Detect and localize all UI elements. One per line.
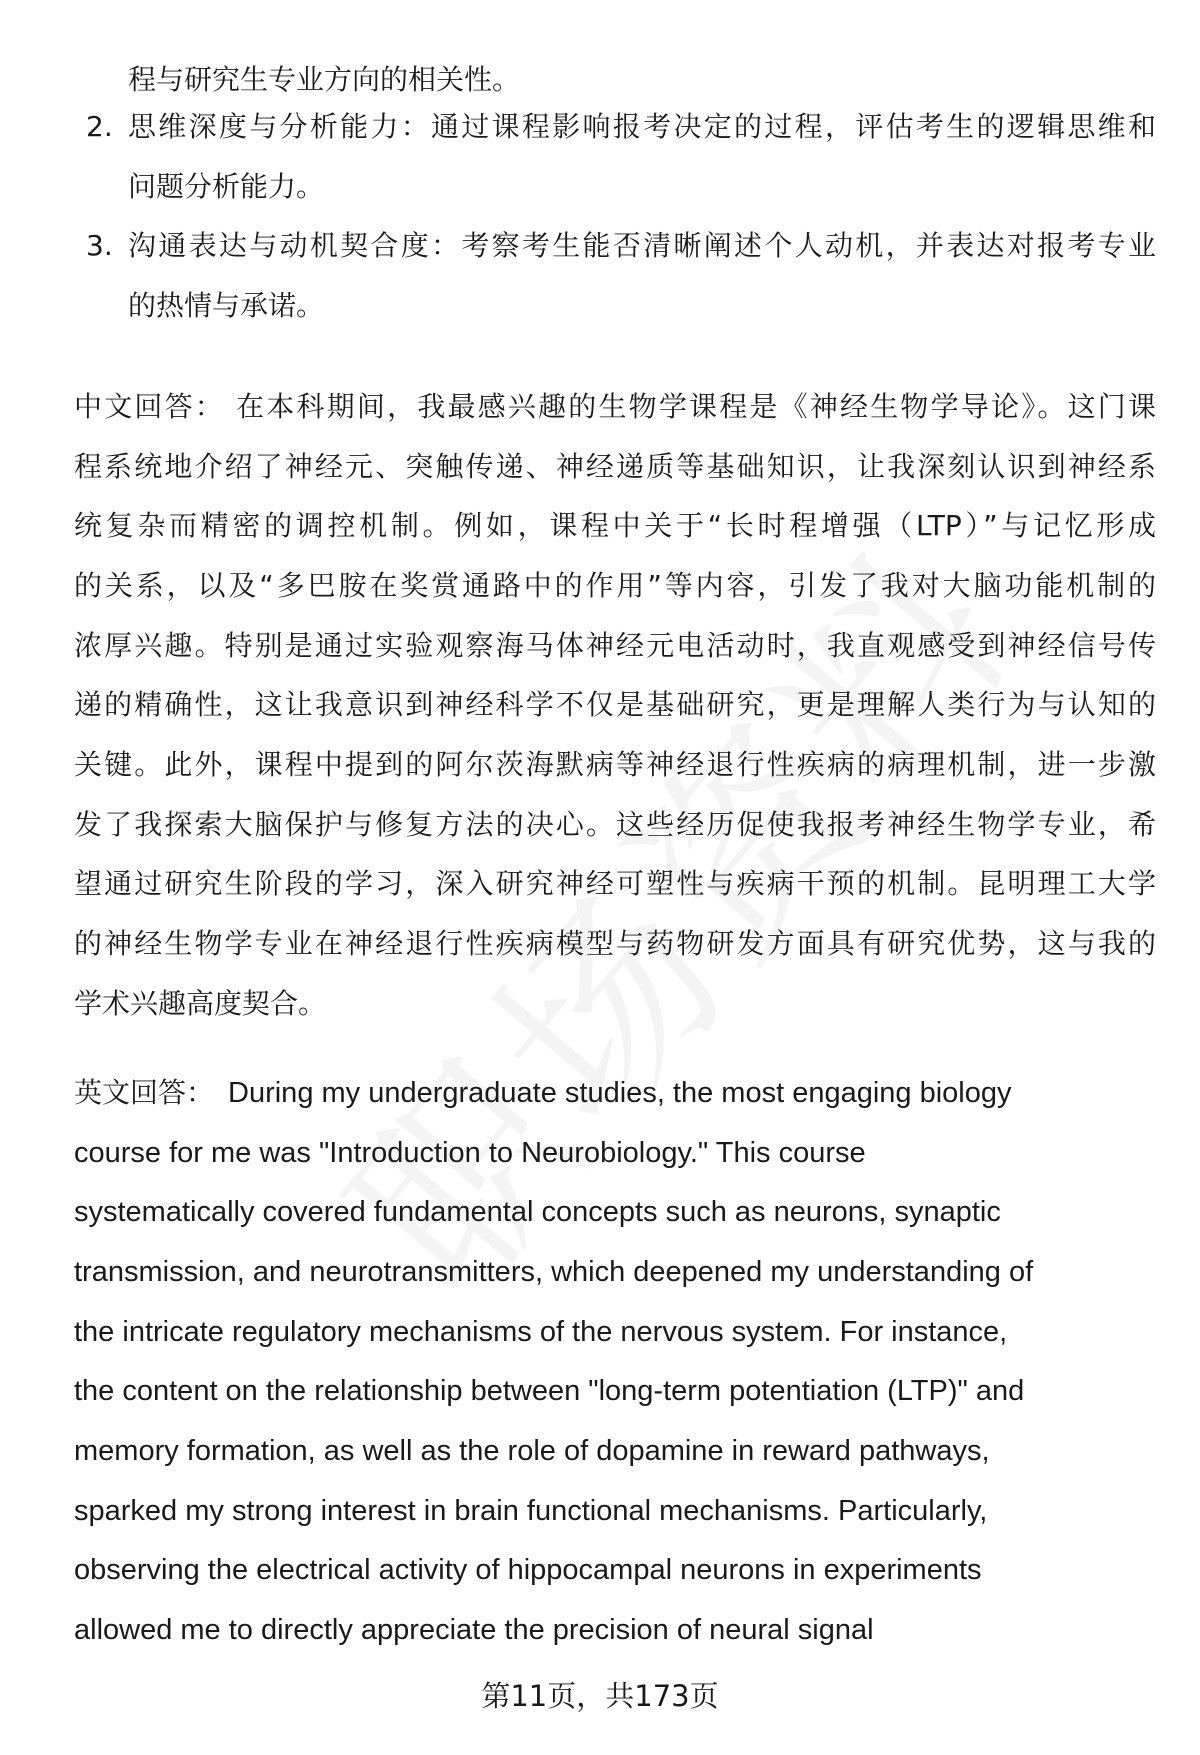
paragraph-line: the content on the relationship between "long-term potentiation (LTP)" and bbox=[74, 1375, 1025, 1407]
paragraph-line: 的关系，以及“多巴胺在奖赏通路中的作用”等内容，引发了我对大脑功能机制的 bbox=[74, 569, 1156, 602]
paragraph-line: course for me was "Introduction to Neurobiology." This course bbox=[74, 1137, 866, 1169]
paragraph-line: During my undergraduate studies, the most engaging biology bbox=[228, 1077, 1012, 1109]
paragraph-line: 程系统地介绍了神经元、突触传递、神经递质等基础知识，让我深刻认识到神经系 bbox=[74, 450, 1156, 483]
paragraph-line: 中文回答： 在本科期间，我最感兴趣的生物学课程是《神经生物学导论》。这门课 bbox=[74, 390, 1156, 423]
paragraph-line: sparked my strong interest in brain functional mechanisms. Particularly, bbox=[74, 1495, 988, 1527]
paragraph-line: 统复杂而精密的调控机制。例如，课程中关于“长时程增强（LTP）”与记忆形成 bbox=[74, 509, 1156, 542]
paragraph-line: memory formation, as well as the role of dopamine in reward pathways, bbox=[74, 1435, 990, 1467]
paragraph-line: the intricate regulatory mechanisms of the nervous system. For instance, bbox=[74, 1316, 1008, 1348]
list-item-line: 问题分析能力。 bbox=[128, 170, 325, 203]
paragraph-line: 递的精确性，这让我意识到神经科学不仅是基础研究，更是理解人类行为与认知的 bbox=[74, 688, 1156, 721]
paragraph-line: allowed me to directly appreciate the precision of neural signal bbox=[74, 1614, 874, 1646]
list-item-line: 思维深度与分析能力：通过课程影响报考决定的过程，评估考生的逻辑思维和 bbox=[128, 110, 1156, 143]
paragraph-line: 浓厚兴趣。特别是通过实验观察海马体神经元电活动时，我直观感受到神经信号传 bbox=[74, 629, 1156, 662]
list-item-line: 的热情与承诺。 bbox=[128, 289, 325, 322]
paragraph-line: transmission, and neurotransmitters, which deepened my understanding of bbox=[74, 1256, 1034, 1288]
paragraph-line: systematically covered fundamental concepts such as neurons, synaptic bbox=[74, 1196, 1001, 1228]
paragraph-line: 望通过研究生阶段的学习，深入研究神经可塑性与疾病干预的机制。昆明理工大学 bbox=[74, 867, 1156, 900]
page-number: 第11页，共173页 bbox=[481, 1679, 719, 1713]
paragraph-line: 关键。此外，课程中提到的阿尔茨海默病等神经退行性疾病的病理机制，进一步激 bbox=[74, 748, 1156, 781]
list-number: 2. bbox=[86, 110, 113, 143]
english-answer-label: 英文回答： bbox=[74, 1076, 215, 1109]
paragraph-line: 学术兴趣高度契合。 bbox=[74, 987, 327, 1020]
list-item-line: 沟通表达与动机契合度：考察考生能否清晰阐述个人动机，并表达对报考专业 bbox=[128, 229, 1156, 262]
paragraph-line: 发了我探索大脑保护与修复方法的决心。这些经历促使我报考神经生物学专业，希 bbox=[74, 808, 1156, 841]
paragraph-line: observing the electrical activity of hippocampal neurons in experiments bbox=[74, 1554, 982, 1586]
criteria-continuation: 程与研究生专业方向的相关性。 bbox=[128, 63, 521, 96]
list-number: 3. bbox=[86, 229, 113, 262]
paragraph-line: 的神经生物学专业在神经退行性疾病模型与药物研发方面具有研究优势，这与我的 bbox=[74, 927, 1156, 960]
